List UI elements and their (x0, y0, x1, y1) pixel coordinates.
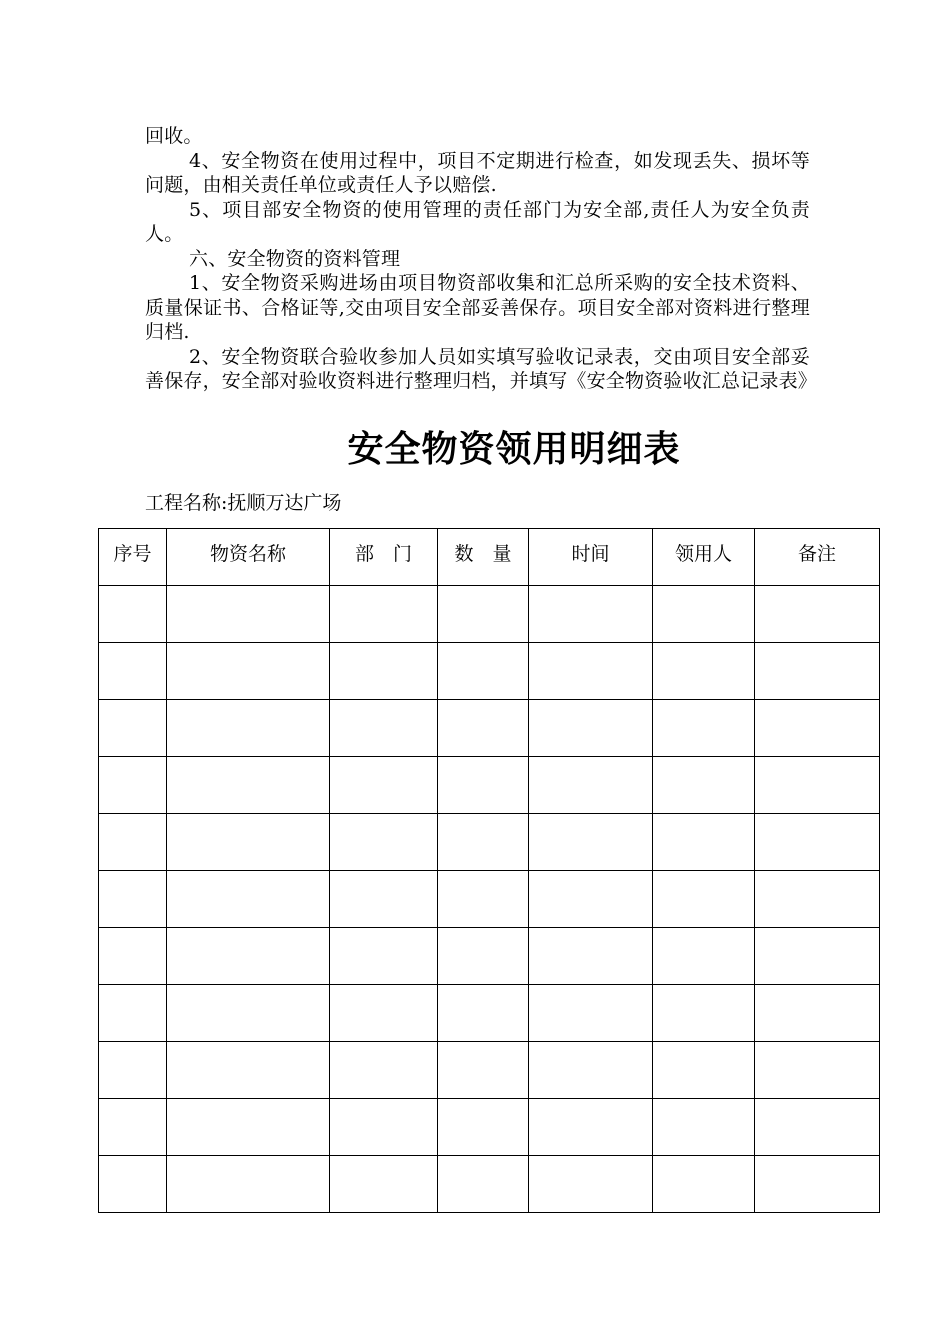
table-cell[interactable] (438, 1099, 529, 1156)
table-cell[interactable] (99, 643, 167, 700)
table-cell[interactable] (330, 700, 438, 757)
table-cell[interactable] (653, 1042, 755, 1099)
table-cell[interactable] (438, 985, 529, 1042)
form-title: 安全物资领用明细表 (347, 429, 681, 470)
table-cell[interactable] (755, 985, 880, 1042)
table-cell[interactable] (167, 985, 330, 1042)
project-name-line (145, 490, 341, 516)
table-cell[interactable] (167, 757, 330, 814)
table-cell[interactable] (755, 871, 880, 928)
table-row (99, 586, 880, 643)
table-cell[interactable] (167, 814, 330, 871)
table-cell[interactable] (99, 1156, 167, 1213)
table-cell[interactable] (99, 586, 167, 643)
table-cell[interactable] (330, 928, 438, 985)
paragraph-0: 回收。 (145, 125, 203, 147)
table-cell[interactable] (653, 700, 755, 757)
table-cell[interactable] (438, 928, 529, 985)
table-cell[interactable] (330, 643, 438, 700)
table-row (99, 1042, 880, 1099)
table-cell[interactable] (755, 1042, 880, 1099)
table-row (99, 1099, 880, 1156)
table-row (99, 757, 880, 814)
table-cell[interactable] (438, 700, 529, 757)
table-cell[interactable] (99, 985, 167, 1042)
project-name: 抚顺万达广场 (227, 492, 342, 514)
table-cell[interactable] (167, 928, 330, 985)
table-cell[interactable] (167, 1099, 330, 1156)
table-cell[interactable] (529, 871, 653, 928)
table-cell[interactable] (99, 700, 167, 757)
table-cell[interactable] (529, 757, 653, 814)
table-cell[interactable] (99, 757, 167, 814)
table-cell[interactable] (529, 928, 653, 985)
table-cell[interactable] (755, 928, 880, 985)
column-header-department: 部 门 (330, 529, 438, 586)
table-cell[interactable] (653, 586, 755, 643)
table-cell[interactable] (99, 1099, 167, 1156)
paragraph-1: 4、安全物资在使用过程中，项目不定期进行检查，如发现丢失、损坏等问题，由相关责任单位或责任人予以赔偿. (145, 149, 810, 196)
table-cell[interactable] (330, 1042, 438, 1099)
table-cell[interactable] (167, 586, 330, 643)
table-cell[interactable] (529, 1042, 653, 1099)
paragraph-5: 2、安全物资联合验收参加人员如实填写验收记录表，交由项目安全部妥善保存，安全部对验收资料进行整理归档，并填写《安全物资验收汇总记录表》 (145, 345, 818, 392)
table-header-row (99, 529, 880, 586)
table-cell[interactable] (438, 1042, 529, 1099)
table-cell[interactable] (330, 586, 438, 643)
table-cell[interactable] (653, 1099, 755, 1156)
table-cell[interactable] (438, 1156, 529, 1213)
table-cell[interactable] (438, 757, 529, 814)
table-cell[interactable] (438, 814, 529, 871)
table-cell[interactable] (653, 985, 755, 1042)
table-row (99, 871, 880, 928)
table-row (99, 700, 880, 757)
paragraph-4: 1、安全物资采购进场由项目物资部收集和汇总所采购的安全技术资料、质量保证书、合格证等,交由项目安全部妥善保存。项目安全部对资料进行整理归档. (145, 272, 810, 343)
table-cell[interactable] (167, 643, 330, 700)
table-cell[interactable] (755, 586, 880, 643)
table-cell[interactable] (653, 757, 755, 814)
table-cell[interactable] (529, 643, 653, 700)
table-cell[interactable] (529, 985, 653, 1042)
column-header-recipient: 领用人 (653, 529, 755, 586)
column-header-remarks: 备注 (755, 529, 880, 586)
paragraph-2: 5、项目部安全物资的使用管理的责任部门为安全部,责任人为安全负责人。 (145, 198, 810, 245)
table-cell[interactable] (99, 1042, 167, 1099)
table-cell[interactable] (438, 586, 529, 643)
table-row (99, 928, 880, 985)
table-cell[interactable] (755, 643, 880, 700)
table-cell[interactable] (438, 643, 529, 700)
table-cell[interactable] (99, 871, 167, 928)
table-row (99, 814, 880, 871)
table-cell[interactable] (529, 814, 653, 871)
table-cell[interactable] (167, 871, 330, 928)
section-heading-6: 六、安全物资的资料管理 (189, 247, 401, 270)
table-cell[interactable] (438, 871, 529, 928)
table-cell[interactable] (99, 814, 167, 871)
requisition-table (98, 528, 880, 1213)
table-row (99, 643, 880, 700)
column-header-item-name: 物资名称 (167, 529, 330, 586)
table-row (99, 1156, 880, 1213)
table-cell[interactable] (167, 1042, 330, 1099)
table-cell[interactable] (330, 814, 438, 871)
table-body (99, 586, 880, 1213)
project-label: 工程名称: (145, 492, 228, 514)
column-header-serial: 序号 (99, 529, 167, 586)
table-cell[interactable] (755, 1099, 880, 1156)
table-cell[interactable] (755, 1156, 880, 1213)
table-cell[interactable] (755, 700, 880, 757)
table-cell[interactable] (653, 1156, 755, 1213)
table-cell[interactable] (330, 871, 438, 928)
table-cell[interactable] (167, 700, 330, 757)
table-cell[interactable] (529, 700, 653, 757)
table-row (99, 985, 880, 1042)
column-header-quantity: 数 量 (438, 529, 529, 586)
table-cell[interactable] (330, 757, 438, 814)
table-cell[interactable] (653, 814, 755, 871)
table-cell[interactable] (99, 928, 167, 985)
table-cell[interactable] (529, 586, 653, 643)
table-cell[interactable] (755, 814, 880, 871)
table-cell[interactable] (330, 985, 438, 1042)
table-cell[interactable] (653, 871, 755, 928)
table-cell[interactable] (529, 1099, 653, 1156)
body-text (145, 124, 818, 394)
table-cell[interactable] (330, 1099, 438, 1156)
table-cell[interactable] (167, 1156, 330, 1213)
column-header-time: 时间 (529, 529, 653, 586)
table-cell[interactable] (755, 757, 880, 814)
table-cell[interactable] (330, 1156, 438, 1213)
table-cell[interactable] (653, 643, 755, 700)
table-cell[interactable] (529, 1156, 653, 1213)
table-cell[interactable] (653, 928, 755, 985)
